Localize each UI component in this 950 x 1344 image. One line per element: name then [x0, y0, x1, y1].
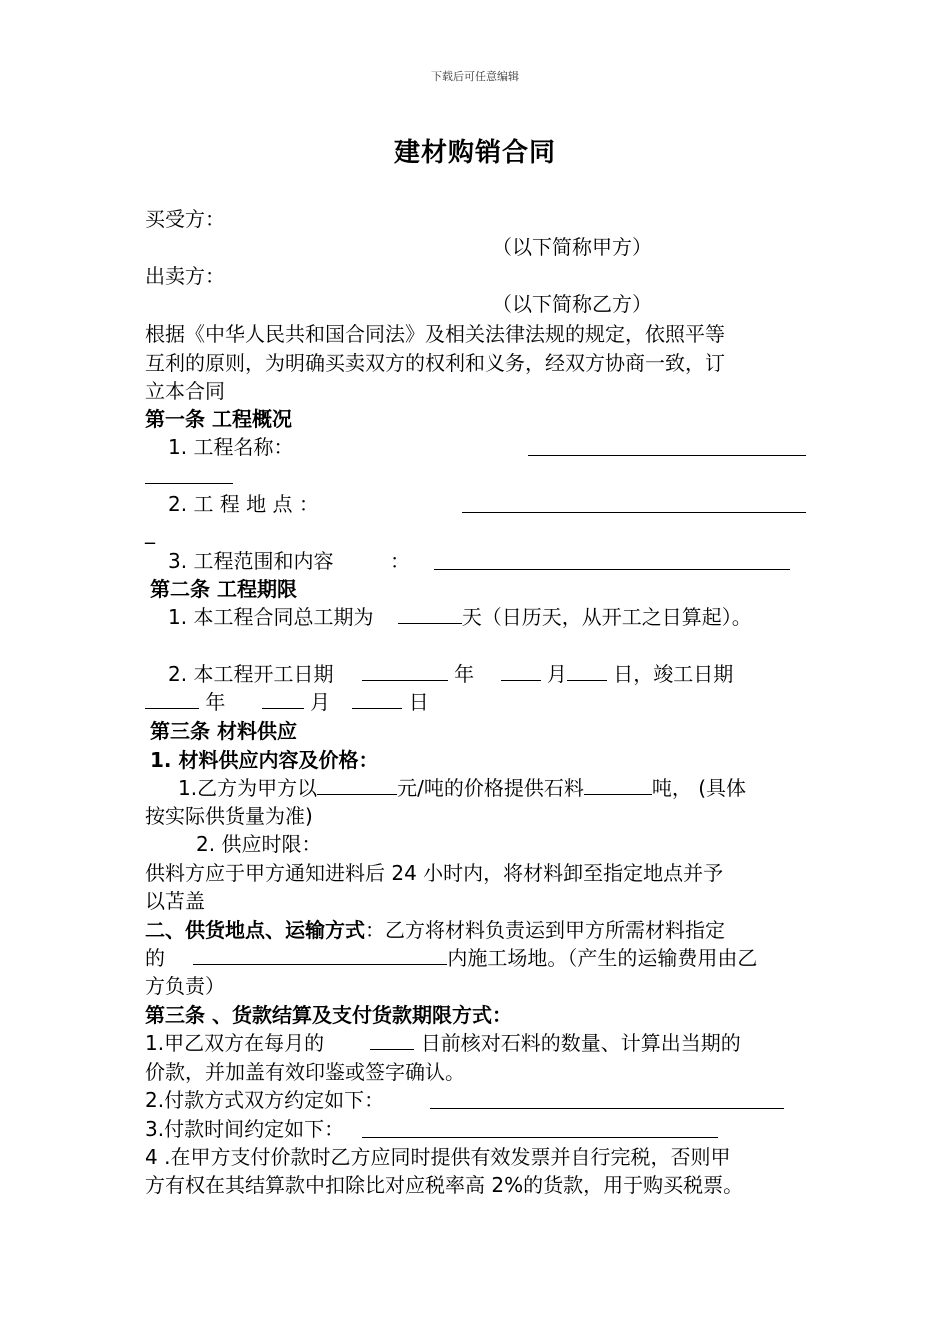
delivery-cost-note: 方负责）	[145, 974, 225, 998]
end-day-blank	[352, 688, 402, 709]
end-month-blank	[262, 688, 304, 709]
duration-label: 1. 本工程合同总工期为	[168, 605, 374, 629]
tonnage-blank	[584, 774, 652, 795]
delivery-line	[145, 916, 725, 944]
project-site-blank	[462, 492, 806, 513]
start-day-blank	[567, 660, 607, 681]
delivery-heading: 二、供货地点、运输方式	[145, 918, 365, 942]
payment-method-label: 2.付款方式双方约定如下：	[145, 1088, 385, 1112]
project-name-label: 1. 工程名称：	[168, 435, 294, 459]
project-scope-colon: ：	[390, 549, 410, 573]
price-note: 按实际供货量为准)	[145, 804, 313, 828]
project-scope-blank	[434, 549, 790, 570]
settlement-day-blank	[370, 1029, 414, 1050]
delivery-place-suffix: 内施工场地。（产生的运输费用由乙	[447, 946, 758, 970]
project-site-tail: _	[145, 520, 155, 544]
price-label: 1.乙方为甲方以	[178, 776, 318, 800]
seller-label: 出卖方：	[145, 264, 225, 288]
project-name-blank-cont	[145, 463, 233, 484]
article-3-heading: 第三条 材料供应	[150, 719, 297, 743]
start-date-line	[168, 660, 733, 688]
project-name-blank	[528, 435, 806, 456]
settlement-suffix: 日前核对石料的数量、计算出当期的	[420, 1031, 741, 1055]
buyer-label: 买受方：	[145, 207, 225, 231]
tonnage-suffix: 吨， (具体	[651, 776, 747, 800]
article-4-heading: 第三条 、货款结算及支付货款期限方式：	[145, 1003, 512, 1027]
price-line	[178, 774, 746, 802]
settlement-line-cont: 价款，并加盖有效印鉴或签字确认。	[145, 1060, 465, 1084]
year-label: 年	[454, 662, 475, 686]
project-scope-label: 3. 工程范围和内容	[168, 549, 334, 573]
day-label: 日	[408, 690, 429, 714]
stone-label: 元/吨的价格提供石料	[397, 776, 584, 800]
preamble-line: 立本合同	[145, 379, 225, 403]
seller-note: （以下简称乙方）	[492, 292, 652, 316]
project-site-label: 2. 工 程 地 点 ：	[168, 492, 319, 516]
supply-time-text-cont: 以苫盖	[145, 889, 205, 913]
contract-title: 建材购销合同	[393, 138, 556, 168]
duration-days-blank	[398, 603, 462, 624]
duration-line	[168, 603, 752, 631]
payment-method-blank	[430, 1088, 784, 1109]
start-month-blank	[501, 660, 541, 681]
month-label: 月	[546, 662, 567, 686]
supply-content-heading: 1. 材料供应内容及价格：	[150, 748, 379, 772]
payment-time-blank	[362, 1117, 718, 1138]
payment-time-label: 3.付款时间约定如下：	[145, 1117, 345, 1141]
year-label: 年	[205, 690, 226, 714]
month-label: 月	[310, 690, 331, 714]
start-year-blank	[362, 660, 448, 681]
settlement-prefix: 1.甲乙双方在每月的	[145, 1031, 325, 1055]
delivery-text: ：乙方将材料负责运到甲方所需材料指定	[365, 918, 725, 942]
completion-date-label: 日，竣工日期	[613, 662, 734, 686]
article-1-heading: 第一条 工程概况	[145, 407, 292, 431]
supply-time-text: 供料方应于甲方通知进料后 24 小时内，将材料卸至指定地点并予	[145, 861, 724, 885]
delivery-place-prefix: 的	[145, 946, 165, 970]
start-date-label: 2. 本工程开工日期	[168, 662, 334, 686]
delivery-place-line	[145, 944, 757, 972]
end-date-line	[145, 688, 429, 716]
invoice-clause-cont: 方有权在其结算款中扣除比对应税率高 2%的货款，用于购买税票。	[145, 1173, 744, 1197]
buyer-note: （以下简称甲方）	[492, 235, 652, 259]
preamble-line: 互利的原则，为明确买卖双方的权利和义务，经双方协商一致，订	[145, 351, 725, 375]
preamble-line: 根据《中华人民共和国合同法》及相关法律法规的规定，依照平等	[145, 322, 725, 346]
end-year-blank	[145, 688, 199, 709]
page-header-note: 下载后可任意编辑	[431, 70, 519, 83]
invoice-clause: 4 .在甲方支付价款时乙方应同时提供有效发票并自行完税，否则甲	[145, 1145, 731, 1169]
article-2-heading: 第二条 工程期限	[150, 577, 297, 601]
delivery-place-blank	[193, 944, 447, 965]
supply-time-label: 2. 供应时限：	[196, 832, 322, 856]
price-blank	[317, 774, 397, 795]
duration-suffix: 天（日历天，从开工之日算起）。	[461, 605, 752, 629]
settlement-line	[145, 1029, 741, 1057]
